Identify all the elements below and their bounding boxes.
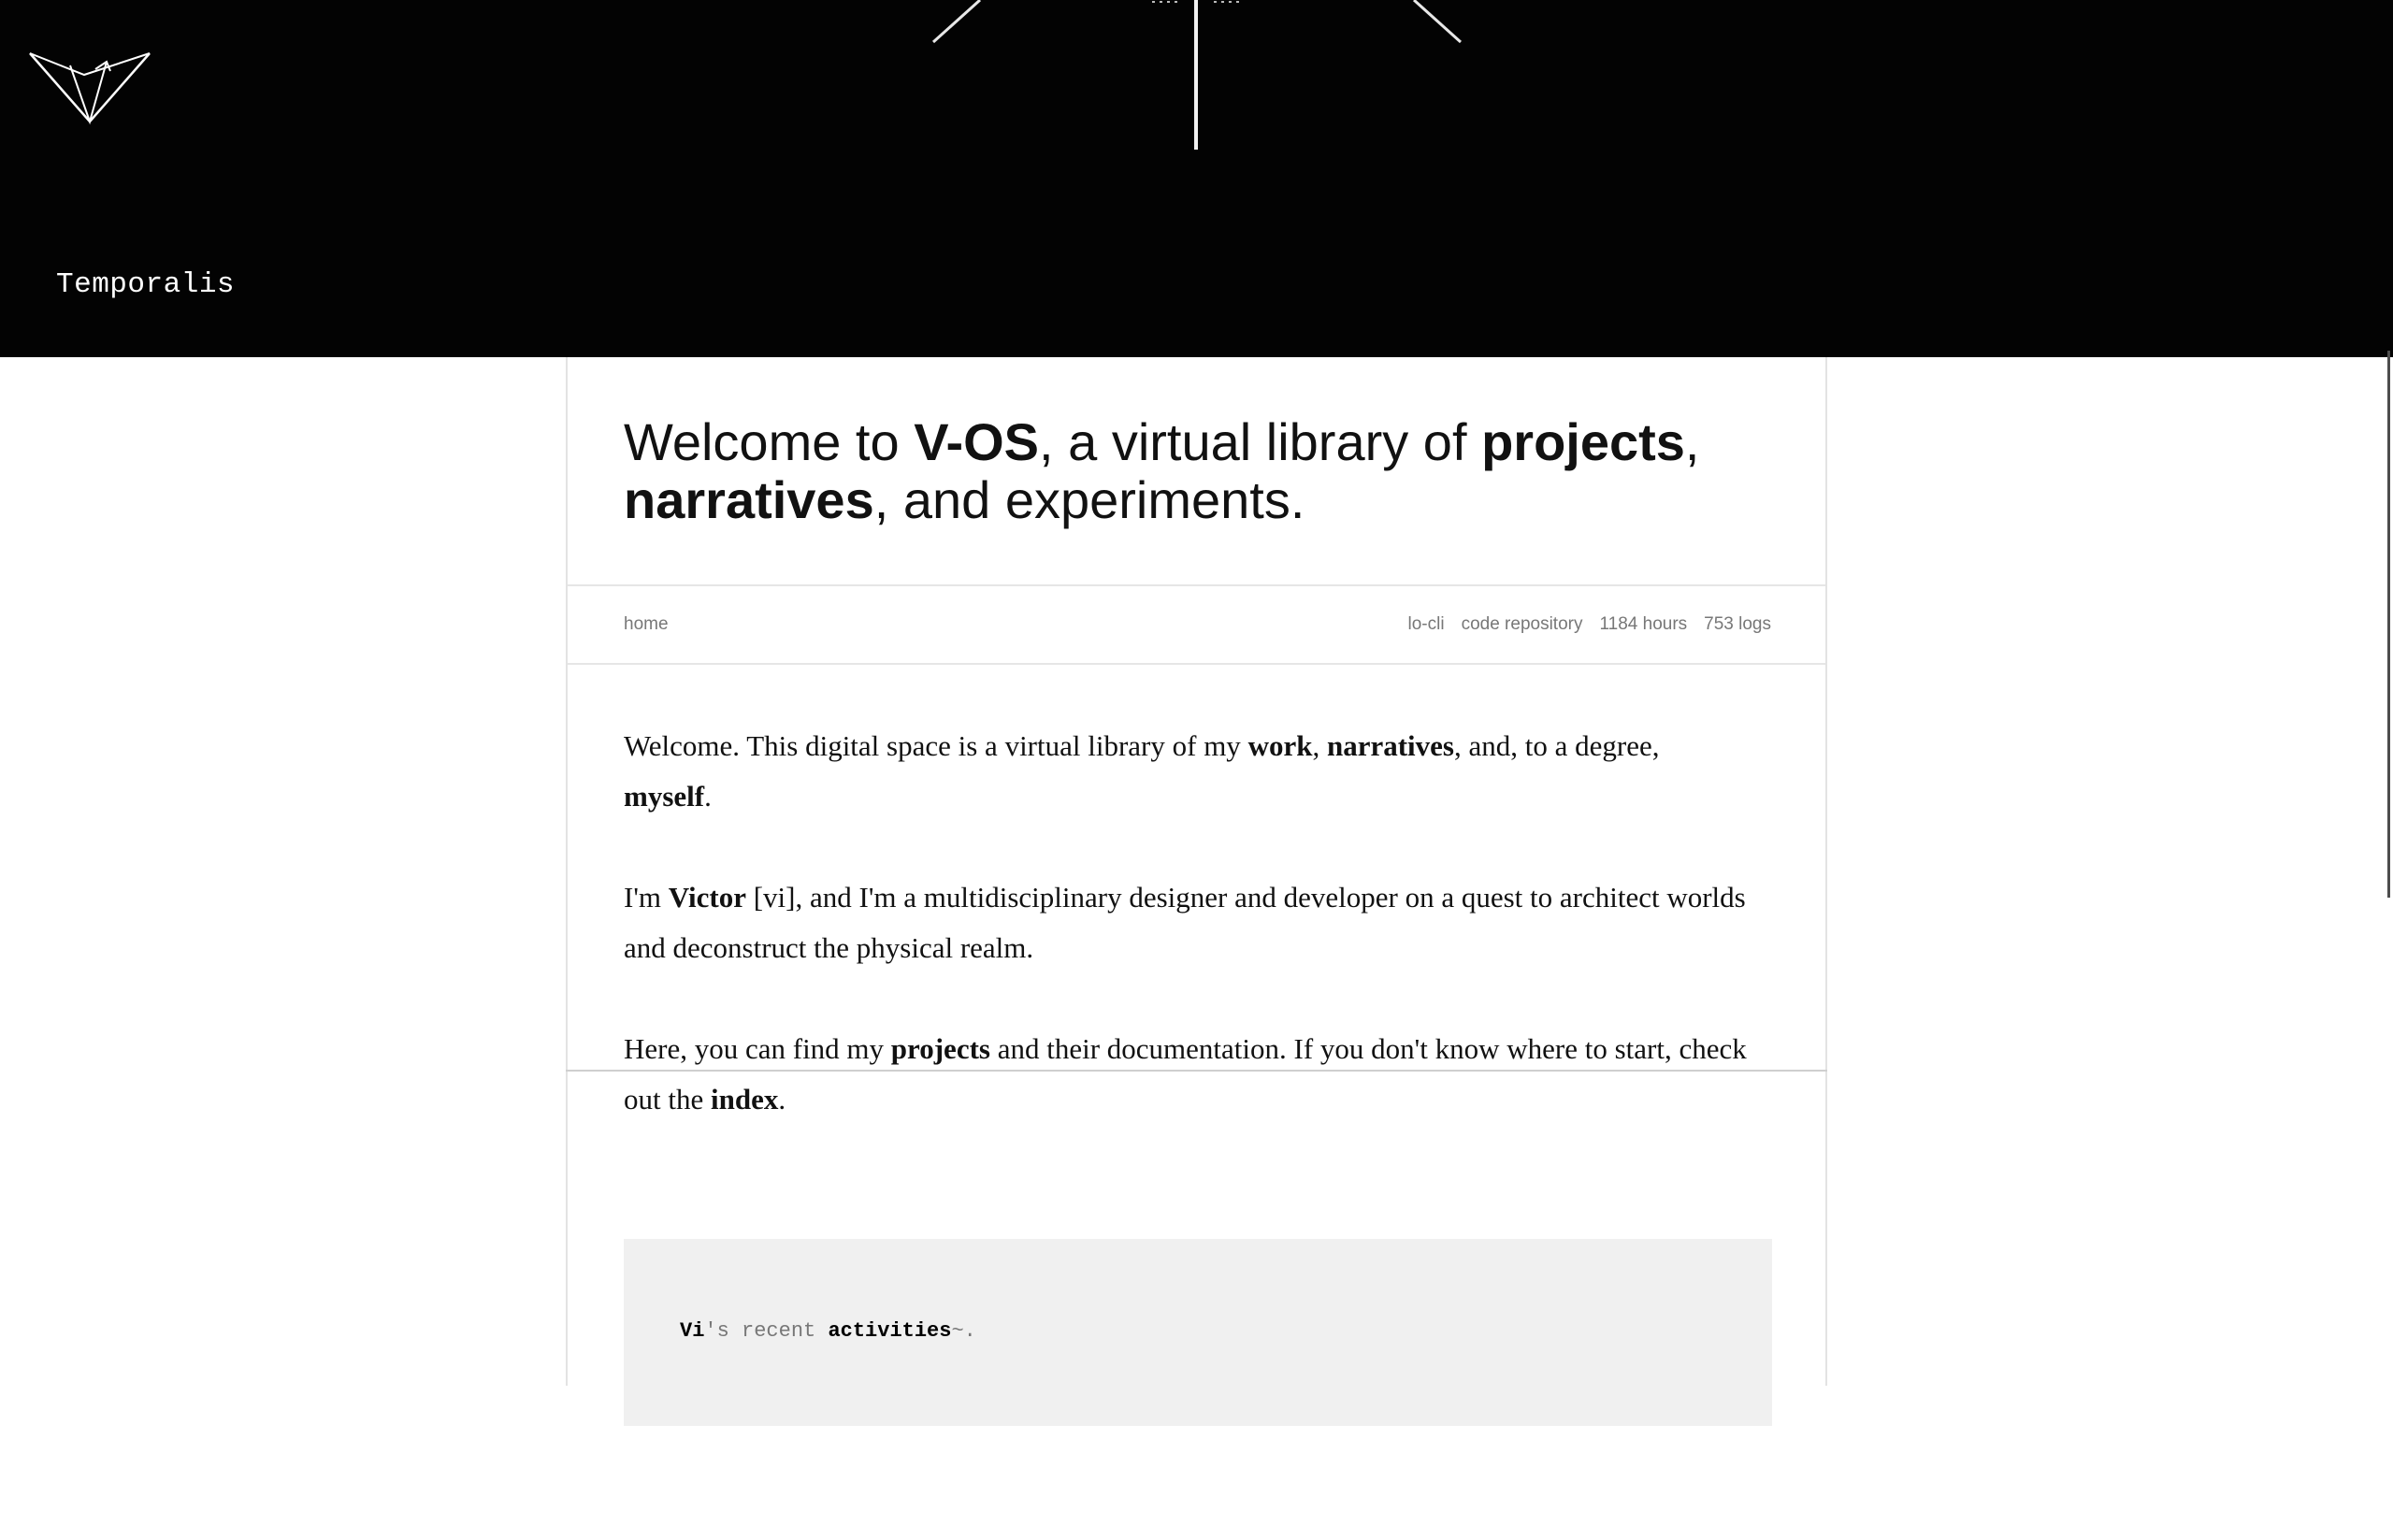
myself-link[interactable]: myself — [624, 780, 705, 813]
narratives-link[interactable]: narratives — [1326, 729, 1454, 762]
section-divider — [566, 1070, 1827, 1072]
work-link[interactable]: work — [1247, 729, 1313, 762]
hours-count: 1184 hours — [1599, 614, 1688, 634]
intro-paragraph-1: Welcome. This digital space is a virtual library of my work, narratives, and, to a degree, myself. — [624, 729, 1660, 813]
content-column — [566, 357, 1827, 1386]
activities-title: Vi's recent activities~. — [680, 1319, 976, 1343]
art-stroke-left — [933, 0, 980, 42]
nav-bar — [568, 586, 1825, 665]
banner-artwork — [0, 0, 2393, 357]
scrollbar-thumb[interactable] — [2387, 351, 2390, 898]
banner-title: Temporalis — [56, 268, 236, 301]
header-banner — [0, 0, 2393, 357]
activities-panel — [624, 1239, 1772, 1426]
logo-icon[interactable] — [28, 49, 153, 127]
projects-link[interactable]: projects — [890, 1032, 990, 1065]
index-link[interactable]: index — [711, 1083, 779, 1115]
victor-link[interactable]: Victor — [668, 881, 746, 914]
nav-lo-cli-link[interactable]: lo-cli — [1407, 614, 1445, 634]
nav-code-repository-link[interactable]: code repository — [1461, 614, 1583, 634]
nav-meta — [1408, 614, 1771, 635]
logs-count: 753 logs — [1704, 614, 1771, 634]
intro-paragraph-2: I'm Victor [vi], and I'm a multidisciplinary designer and developer on a quest to architect worlds and deconstruct the physical realm. — [624, 881, 1746, 964]
intro-paragraph-3: Here, you can find my projects and their documentation. If you don't know where to start, check out the index. — [624, 1032, 1747, 1115]
hero-section — [568, 357, 1825, 586]
nav-home-link[interactable]: home — [624, 614, 669, 634]
intro-text — [624, 721, 1783, 1175]
page-title: Welcome to V-OS, a virtual library of projects, narratives, and experiments. — [624, 412, 1700, 529]
art-stroke-right — [1414, 0, 1461, 42]
